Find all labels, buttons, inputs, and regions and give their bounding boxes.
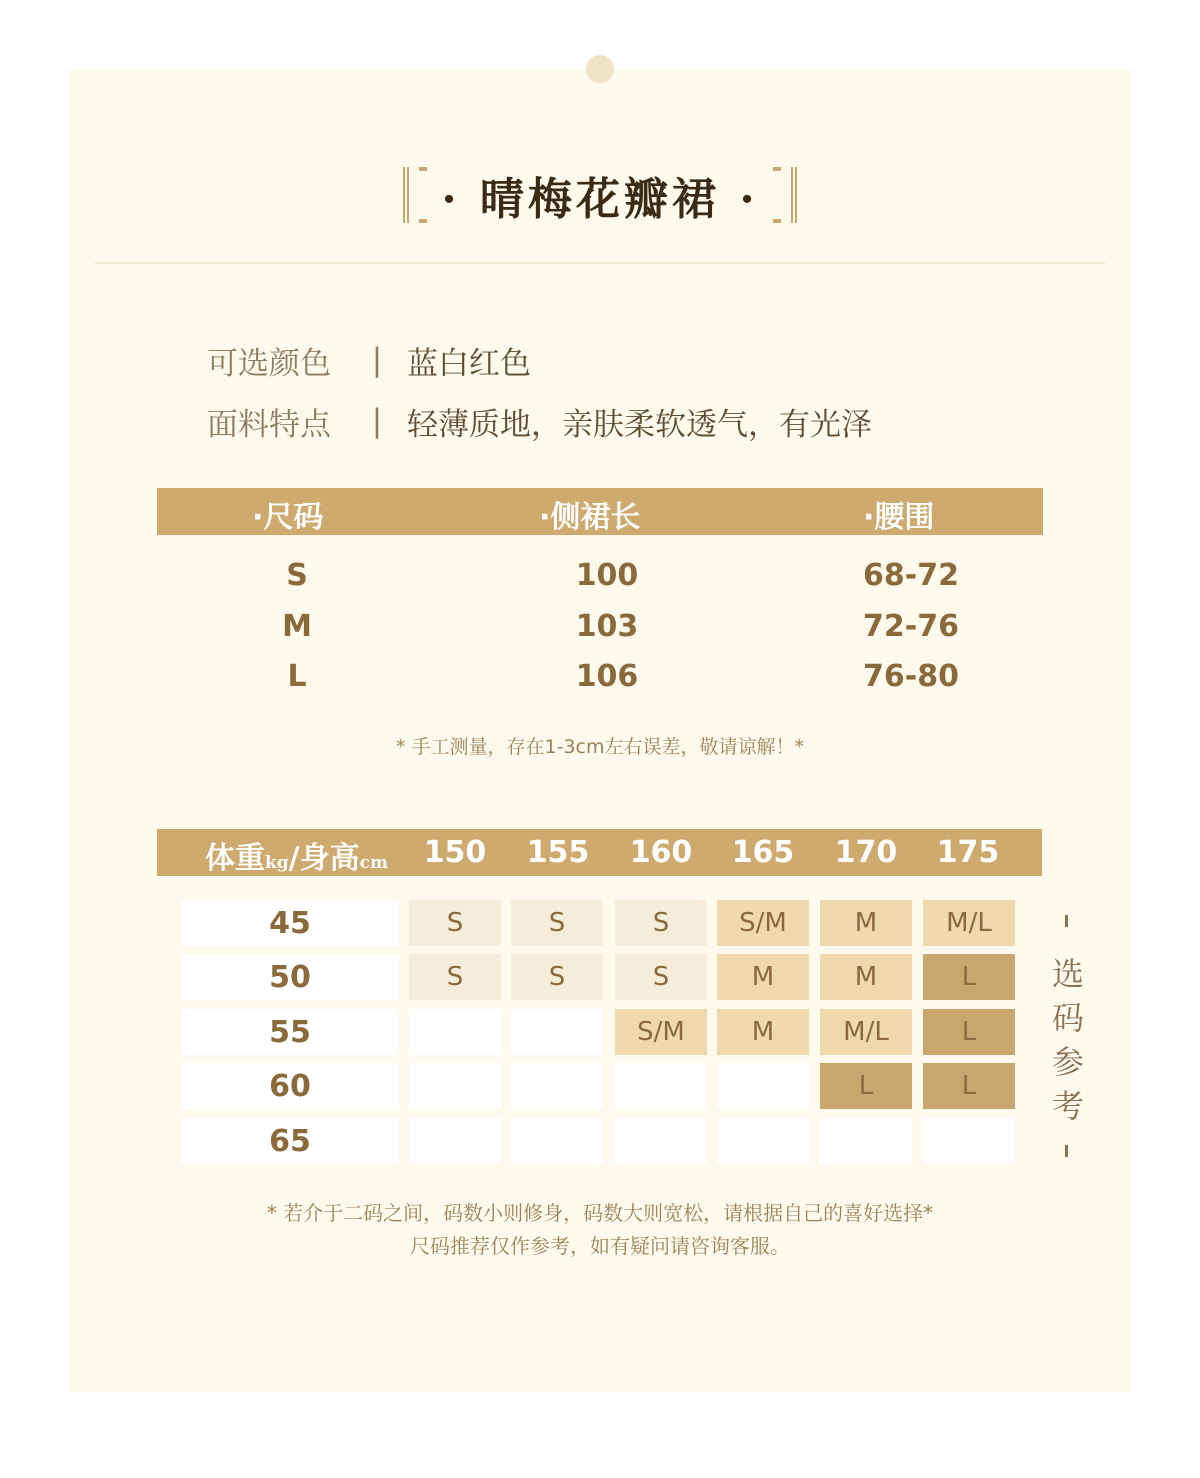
guide-corner-label: 体重kg/身高cm [205,841,388,876]
info-value: 轻薄质地，亲肤柔软透气，有光泽 [407,406,872,443]
weight-row-label: 45 [181,900,399,946]
guide-cell: S/M [615,1009,707,1055]
guide-cell: S [511,954,603,1000]
height-col: 150 [423,835,487,870]
measurement-note: * 手工测量，存在1-3cm左右误差，敬请谅解！* [395,736,805,758]
guide-cell: S [511,900,603,946]
size-cell: 76-80 [863,659,959,694]
info-separator: | [371,342,383,378]
guide-cell [923,1118,1015,1164]
tick-top-icon [1065,915,1068,927]
info-separator: | [371,403,383,439]
size-cell: M [282,609,312,644]
guide-cell [511,1118,603,1164]
title-bar [0,160,1200,230]
guide-cell [409,1118,501,1164]
info-row-color [207,338,531,382]
guide-cell: L [923,1009,1015,1055]
size-cell: 103 [575,609,639,644]
guide-cell: L [923,1063,1015,1109]
header-length: ·侧裙长 [539,500,641,535]
page-title: · 晴梅花瓣裙 · [441,174,759,225]
guide-cell: S [409,900,501,946]
guide-cell: M/L [923,900,1015,946]
weight-row-label: 55 [181,1009,399,1055]
guide-note-line1: * 若介于二码之间，码数小则修身，码数大则宽松，请根据自己的喜好选择* [266,1201,934,1225]
guide-note-line2: 尺码推荐仅作参考，如有疑问请咨询客服。 [410,1234,790,1258]
height-col: 170 [834,835,898,870]
guide-cell: M/L [820,1009,912,1055]
guide-cell [615,1118,707,1164]
header-size: ·尺码 [252,500,324,535]
guide-cell [820,1118,912,1164]
left-bracket-icon [403,167,425,223]
size-cell: 68-72 [863,558,959,593]
guide-cell [409,1063,501,1109]
guide-cell [615,1063,707,1109]
guide-header [157,829,1042,876]
guide-cell: M [820,954,912,1000]
header-waist: ·腰围 [863,500,935,535]
pin-decoration [586,55,614,83]
tick-bottom-icon [1065,1145,1068,1157]
size-chart-card [68,70,1132,1392]
guide-cell: S [409,954,501,1000]
guide-cell [717,1063,809,1109]
height-col: 165 [731,835,795,870]
height-col: 160 [629,835,693,870]
guide-cell: S [615,900,707,946]
guide-cell [409,1009,501,1055]
size-cell: 106 [575,659,639,694]
guide-cell: L [923,954,1015,1000]
guide-cell: M [717,954,809,1000]
weight-row-label: 60 [181,1063,399,1109]
guide-cell: S/M [717,900,809,946]
info-row-fabric [207,399,872,443]
size-cell: L [287,659,307,694]
guide-cell [511,1009,603,1055]
right-bracket-icon [775,167,797,223]
side-label: 选码参考 [1051,955,1084,1125]
weight-row-label: 50 [181,954,399,1000]
size-cell: 72-76 [863,609,959,644]
guide-cell: S [615,954,707,1000]
weight-row-label: 65 [181,1118,399,1164]
title-divider [95,262,1105,264]
guide-cell [717,1118,809,1164]
guide-cell: M [820,900,912,946]
guide-cell [511,1063,603,1109]
info-label: 面料特点 [207,406,331,443]
height-col: 155 [526,835,590,870]
size-cell: S [286,558,308,593]
guide-cell: L [820,1063,912,1109]
guide-cell: M [717,1009,809,1055]
size-cell: 100 [575,558,639,593]
info-value: 蓝白红色 [407,345,531,382]
height-col: 175 [936,835,1000,870]
info-label: 可选颜色 [207,345,331,382]
size-table-header [157,488,1043,535]
